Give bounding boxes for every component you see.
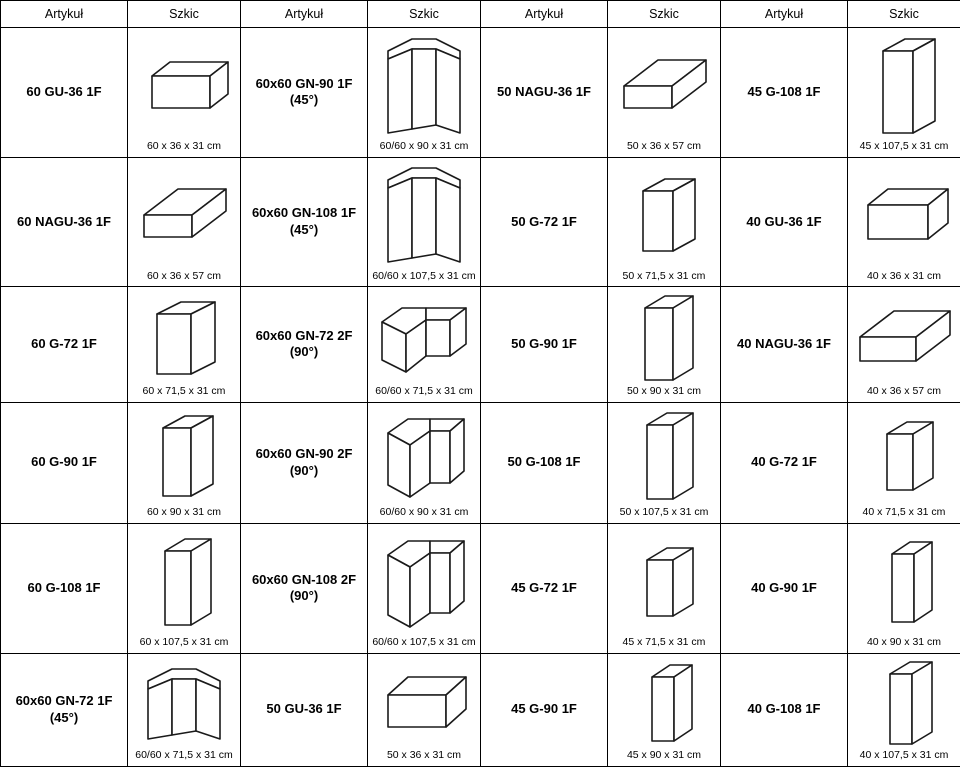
- mid-box-icon: [610, 162, 718, 271]
- mid-box-icon: [610, 528, 718, 637]
- product-article-name: 45 G-90 1F: [481, 653, 608, 766]
- product-dimensions: 60 x 36 x 31 cm: [146, 140, 222, 152]
- product-dimensions: 40 x 71,5 x 31 cm: [862, 506, 946, 519]
- tall-box-icon: [850, 528, 958, 637]
- column-header-sketch-4: Szkic: [848, 1, 960, 28]
- mid-box-icon: [130, 291, 238, 386]
- product-dimensions: 40 x 90 x 31 cm: [866, 636, 942, 649]
- product-article-name: 40 G-90 1F: [721, 524, 848, 654]
- product-dimensions: 60/60 x 107,5 x 31 cm: [372, 636, 476, 649]
- table-row: [1, 157, 960, 287]
- product-sketch-cell: [608, 524, 721, 654]
- column-header-sketch-1: Szkic: [128, 1, 241, 28]
- product-sketch-cell: [848, 402, 960, 523]
- column-header-article-1: Artykuł: [1, 1, 128, 28]
- product-sketch-cell: [848, 28, 960, 158]
- product-dimensions: 50 x 36 x 57 cm: [626, 140, 702, 152]
- column-header-sketch-2: Szkic: [368, 1, 481, 28]
- product-article-name: 40 G-72 1F: [721, 402, 848, 523]
- product-sketch-cell: [368, 157, 481, 287]
- tall-box-icon: [610, 658, 718, 751]
- product-sketch-cell: [368, 28, 481, 158]
- table-body: [1, 28, 960, 767]
- product-article-name: 45 G-72 1F: [481, 524, 608, 654]
- column-header-article-3: Artykuł: [481, 1, 608, 28]
- product-dimensions: 60 x 36 x 57 cm: [146, 269, 222, 282]
- product-article-name: 60 G-72 1F: [1, 287, 128, 402]
- corner-90-cabinet-icon: [370, 291, 478, 386]
- product-sketch-cell: [608, 287, 721, 402]
- product-dimensions: 60/60 x 71,5 x 31 cm: [135, 749, 233, 762]
- product-dimensions: 60/60 x 71,5 x 31 cm: [375, 384, 473, 397]
- product-article-name: 60 NAGU-36 1F: [1, 157, 128, 287]
- product-article-name: 60x60 GN-90 2F (90°): [241, 402, 368, 523]
- product-article-name: 50 G-90 1F: [481, 287, 608, 402]
- product-sketch-cell: [848, 157, 960, 287]
- product-article-name: 60x60 GN-108 2F (90°): [241, 524, 368, 654]
- product-article-name: 50 G-108 1F: [481, 402, 608, 523]
- product-dimensions: 45 x 90 x 31 cm: [626, 749, 702, 762]
- product-dimensions: 50 x 90 x 31 cm: [626, 384, 702, 397]
- deep-box-icon: [130, 162, 238, 271]
- header-row: [1, 1, 960, 28]
- product-article-name: 40 GU-36 1F: [721, 157, 848, 287]
- mid-box-icon: [850, 407, 958, 508]
- product-sketch-cell: [368, 524, 481, 654]
- deep-box-icon: [610, 32, 718, 141]
- product-dimensions: 60 x 90 x 31 cm: [146, 506, 222, 519]
- corner-45-cabinet-icon: [130, 658, 238, 751]
- product-dimensions: 45 x 71,5 x 31 cm: [622, 636, 706, 649]
- product-dimensions: 50 x 36 x 31 cm: [386, 749, 462, 762]
- product-dimensions: 60 x 71,5 x 31 cm: [142, 384, 226, 397]
- tall-box-icon: [850, 658, 958, 751]
- product-sketch-cell: [608, 157, 721, 287]
- table-header: [1, 1, 960, 28]
- product-article-name: 60x60 GN-72 1F (45°): [1, 653, 128, 766]
- corner-90-cabinet-icon: [370, 407, 478, 508]
- product-sketch-cell: [368, 653, 481, 766]
- column-header-sketch-3: Szkic: [608, 1, 721, 28]
- product-dimensions: 40 x 36 x 57 cm: [866, 384, 942, 397]
- wide-box-icon: [130, 32, 238, 141]
- product-article-name: 50 G-72 1F: [481, 157, 608, 287]
- product-dimensions: 60 x 107,5 x 31 cm: [139, 636, 229, 649]
- product-sketch-cell: [128, 524, 241, 654]
- product-article-name: 60 G-108 1F: [1, 524, 128, 654]
- product-dimensions: 60/60 x 90 x 31 cm: [379, 506, 469, 519]
- tall-box-icon: [610, 291, 718, 386]
- product-dimensions: 45 x 107,5 x 31 cm: [859, 140, 949, 152]
- product-sketch-cell: [848, 287, 960, 402]
- product-dimensions: 60/60 x 107,5 x 31 cm: [372, 269, 476, 282]
- product-article-name: 60x60 GN-90 1F (45°): [241, 28, 368, 158]
- corner-90-cabinet-icon: [370, 528, 478, 637]
- product-dimensions: 50 x 107,5 x 31 cm: [619, 506, 709, 519]
- wide-box-icon: [850, 162, 958, 271]
- product-dimensions: 40 x 107,5 x 31 cm: [859, 749, 949, 762]
- product-dimensions: 60/60 x 90 x 31 cm: [379, 140, 469, 152]
- product-article-name: 60x60 GN-108 1F (45°): [241, 157, 368, 287]
- product-article-name: 60 G-90 1F: [1, 402, 128, 523]
- product-article-name: 40 G-108 1F: [721, 653, 848, 766]
- table-row: [1, 653, 960, 766]
- product-article-name: 50 NAGU-36 1F: [481, 28, 608, 158]
- deep-box-icon: [850, 291, 958, 386]
- table-row: [1, 402, 960, 523]
- product-dimensions: 40 x 36 x 31 cm: [866, 269, 942, 282]
- tall-box-icon: [130, 528, 238, 637]
- tall-box-icon: [850, 32, 958, 141]
- corner-45-cabinet-icon: [370, 32, 478, 141]
- wide-box-icon: [370, 658, 478, 751]
- product-dimensions: 50 x 71,5 x 31 cm: [622, 269, 706, 282]
- product-sketch-cell: [128, 287, 241, 402]
- table-row: [1, 287, 960, 402]
- product-article-name: 50 GU-36 1F: [241, 653, 368, 766]
- table-row: [1, 28, 960, 158]
- product-sketch-cell: [368, 402, 481, 523]
- product-sketch-cell: [128, 653, 241, 766]
- product-article-name: 60x60 GN-72 2F (90°): [241, 287, 368, 402]
- product-sketch-cell: [368, 287, 481, 402]
- product-article-name: 45 G-108 1F: [721, 28, 848, 158]
- product-sketch-cell: [128, 157, 241, 287]
- column-header-article-2: Artykuł: [241, 1, 368, 28]
- product-sketch-cell: [848, 524, 960, 654]
- product-article-name: 40 NAGU-36 1F: [721, 287, 848, 402]
- table-row: [1, 524, 960, 654]
- tall-box-icon: [130, 407, 238, 508]
- product-sketch-cell: [128, 28, 241, 158]
- product-sketch-cell: [608, 28, 721, 158]
- product-sketch-cell: [608, 402, 721, 523]
- tall-box-icon: [610, 407, 718, 508]
- product-sketch-cell: [128, 402, 241, 523]
- corner-45-cabinet-icon: [370, 162, 478, 271]
- product-sketch-cell: [608, 653, 721, 766]
- product-sketch-cell: [848, 653, 960, 766]
- product-article-name: 60 GU-36 1F: [1, 28, 128, 158]
- column-header-article-4: Artykuł: [721, 1, 848, 28]
